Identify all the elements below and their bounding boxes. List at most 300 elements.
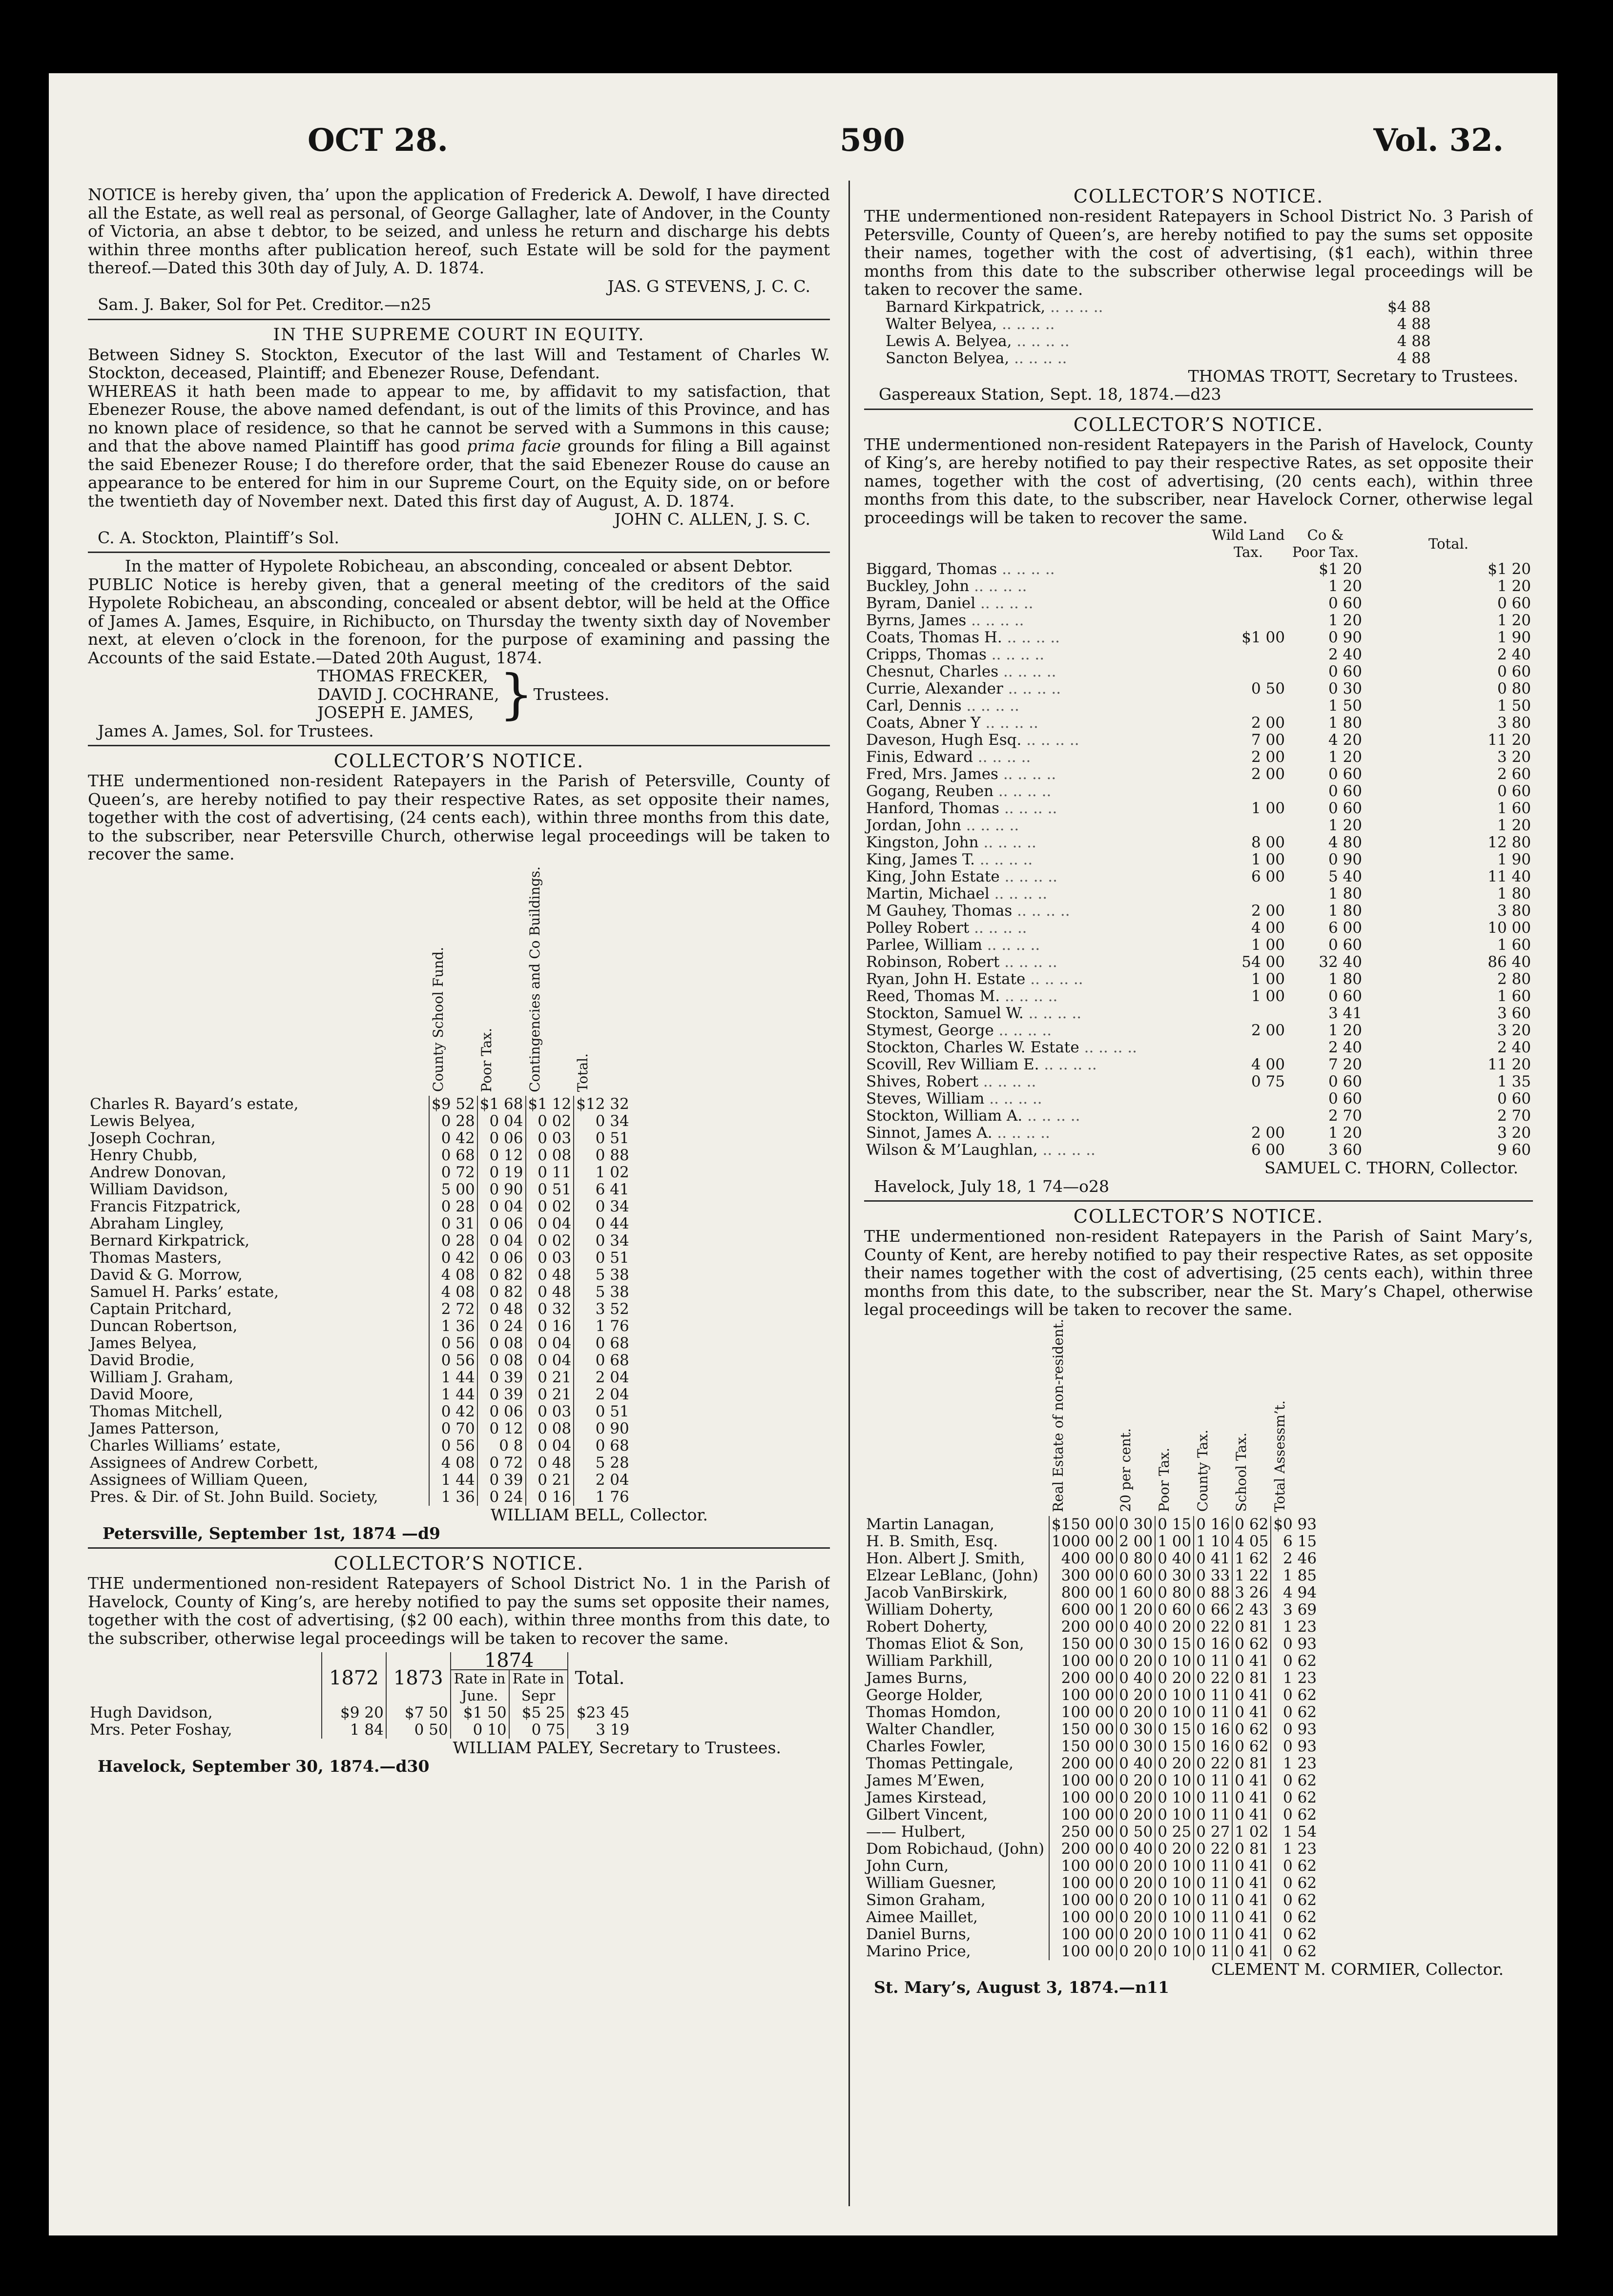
ratepayer-name: Thomas Pettingale, (866, 1754, 1013, 1772)
amount-cell: 0 20 (1117, 1653, 1155, 1670)
amount-cell: $1 20 (1488, 560, 1531, 578)
amount-cell: 0 15 (1155, 1738, 1194, 1755)
table-row (864, 595, 1533, 612)
amount-cell: 0 11 (1194, 1687, 1232, 1704)
amount-cell: 0 28 (429, 1198, 477, 1215)
col-header: Wild Land Tax. (1212, 527, 1285, 560)
amount-cell: $1 12 (526, 1096, 574, 1113)
ratepayer-name: Daveson, Hugh Esq. (866, 731, 1022, 749)
amount-cell: 3 60 (1497, 1004, 1531, 1022)
amount-cell: 0 41 (1232, 1875, 1271, 1892)
amount-cell: 0 08 (526, 1147, 574, 1164)
amount-cell: 1 22 (1232, 1567, 1271, 1584)
table-row (864, 1721, 1319, 1738)
amount-cell: 0 34 (574, 1232, 631, 1250)
petersville-school-notice (864, 185, 1533, 404)
ratepayer-name: Walter Chandler, (866, 1720, 995, 1738)
saint-marys-body: THE undermentioned non-resident Ratepayers in the Parish of Saint Mary’s, County of Kent, are hereby notified to pay their respective Rates, as set opposite their names together with the cost of advertising, (25 cents each), within three months from this date, to the subscriber, near the St. Mary’s Chapel, otherwise legal proceedings will be taken to recover the same. (864, 1227, 1533, 1319)
amount-cell: 0 04 (526, 1335, 574, 1352)
amount-cell: 1 20 (1117, 1601, 1155, 1619)
trustee-name: JOSEPH E. JAMES, (317, 703, 474, 722)
amount-cell: 4 00 (1251, 919, 1285, 937)
leader-dots: .. .. .. .. (1003, 680, 1061, 697)
trustees-label: Trustees. (533, 684, 610, 704)
leader-dots: .. .. .. .. (998, 765, 1056, 783)
amount-cell: 0 20 (1117, 1875, 1155, 1892)
amount-cell: 0 30 (1117, 1636, 1155, 1653)
amount-cell: 0 40 (1155, 1550, 1194, 1567)
amount-cell: 0 60 (1117, 1567, 1155, 1584)
section-rule (864, 1200, 1533, 1202)
amount-cell: 400 00 (1049, 1550, 1117, 1567)
amount-cell: $9 20 (322, 1704, 386, 1722)
ratepayer-name: Lewis A. Belyea, (886, 332, 1012, 350)
amount-cell: 1 60 (1497, 936, 1531, 954)
amount-cell: 0 62 (1271, 1806, 1319, 1824)
amount-cell: 0 80 (1117, 1550, 1155, 1567)
amount-cell: 0 11 (1194, 1653, 1232, 1670)
ratepayer-name: Daniel Burns, (866, 1925, 971, 1943)
robicheau-body: PUBLIC Notice is hereby given, that a general meeting of the creditors of the said Hypolete Robicheau, an absconding, concealed or absent debtor, will be held at the Office of James A. James, Esquire, in Richibucto, on Thursday the twenty sixth day of November next, at eleven o’clock in the forenoon, for the purpose of examining and passing the Accounts of the said Estate.—Dated 20th August, 1874. (88, 574, 830, 667)
amount-cell: 0 22 (1194, 1755, 1232, 1772)
amount-cell: 0 22 (1194, 1619, 1232, 1636)
table-row (88, 1215, 631, 1232)
amount-cell: 0 11 (1194, 1926, 1232, 1943)
ratepayer-name: Captain Pritchard, (90, 1300, 232, 1318)
col-header: Rate in Sepr (509, 1670, 568, 1704)
amount-cell: 0 16 (1194, 1721, 1232, 1738)
ratepayer-name: Assignees of Andrew Corbett, (90, 1454, 319, 1472)
issue-date: OCT 28. (308, 122, 448, 159)
amount-cell: 0 11 (1194, 1772, 1232, 1789)
table-row (864, 988, 1533, 1005)
amount-cell: 3 20 (1497, 1124, 1531, 1142)
amount-cell: 0 20 (1155, 1670, 1194, 1687)
amount-cell: 0 60 (1328, 936, 1362, 954)
amount-cell: 0 70 (429, 1420, 477, 1437)
amount-cell: 7 00 (1251, 731, 1285, 749)
amount-cell: 3 26 (1232, 1584, 1271, 1601)
table-row (864, 1107, 1533, 1125)
amount-cell: 2 00 (1251, 765, 1285, 783)
amount-cell: 0 10 (1155, 1892, 1194, 1909)
petersville-table (88, 866, 631, 1506)
amount-cell: 0 68 (574, 1437, 631, 1455)
trustee-name: THOMAS FRECKER, (317, 666, 488, 685)
amount-cell: 150 00 (1049, 1738, 1117, 1755)
amount-cell: 0 62 (1232, 1516, 1271, 1533)
ratepayer-name: David Moore, (90, 1386, 194, 1404)
amount-cell: 0 56 (429, 1335, 477, 1352)
amount-cell: 0 11 (1194, 1789, 1232, 1806)
amount-cell: 0 04 (477, 1113, 526, 1130)
table-row (864, 646, 1533, 663)
leader-dots: .. .. .. .. (993, 1022, 1052, 1039)
amount-cell: 0 40 (1117, 1670, 1155, 1687)
amount-cell: 100 00 (1049, 1772, 1117, 1789)
amount-cell: 0 81 (1232, 1619, 1271, 1636)
table-row (864, 1567, 1319, 1584)
saint-marys-notice (864, 1206, 1533, 1997)
amount-cell: 0 10 (1155, 1806, 1194, 1824)
amount-cell: 3 80 (1497, 714, 1531, 732)
amount-cell: 0 10 (1155, 1858, 1194, 1875)
amount-cell: 0 40 (1117, 1841, 1155, 1858)
ratepayer-name: Andrew Donovan, (90, 1164, 227, 1182)
amount-cell: 0 02 (526, 1232, 574, 1250)
amount-cell: 0 41 (1232, 1789, 1271, 1806)
ratepayer-name: Stockton, William A. (866, 1107, 1023, 1125)
amount-cell: 0 22 (1194, 1670, 1232, 1687)
amount-cell: 1 80 (1328, 902, 1362, 920)
amount-cell: 250 00 (1049, 1824, 1117, 1841)
ratepayer-name: Samuel H. Parks’ estate, (90, 1283, 279, 1301)
amount-cell: 2 43 (1232, 1601, 1271, 1619)
leader-dots: .. .. .. .. (1000, 987, 1058, 1005)
ratepayer-name: Duncan Robertson, (90, 1317, 238, 1335)
amount-cell: 3 52 (574, 1301, 631, 1318)
ratepayer-name: Dom Robichaud, (John) (866, 1840, 1045, 1858)
ratepayer-name: Charles Fowler, (866, 1737, 986, 1755)
leader-dots: .. .. .. .. (1022, 1107, 1080, 1125)
ratepayer-name: Simon Graham, (866, 1891, 986, 1909)
table-row (864, 1073, 1533, 1090)
amount-cell: 1 44 (429, 1386, 477, 1403)
amount-cell: 1 23 (1271, 1841, 1319, 1858)
ratepayer-name: Stockton, Charles W. Estate (866, 1039, 1079, 1056)
ratepayer-name: King, John Estate (866, 868, 1000, 885)
table-row (864, 715, 1533, 732)
amount-cell: 0 62 (1271, 1687, 1319, 1704)
petersville-school-dateline: Gaspereaux Station, Sept. 18, 1874.—d23 (879, 385, 1221, 404)
amount-cell: 1 00 (1155, 1533, 1194, 1550)
amount-cell: 800 00 (1049, 1584, 1117, 1601)
amount-cell: 0 16 (1194, 1636, 1232, 1653)
col-header: Contingencies and Co Buildings. (526, 866, 543, 1092)
leader-dots: .. .. .. .. (992, 1124, 1050, 1142)
table-row (864, 1056, 1533, 1073)
amount-cell: 4 88 (1397, 349, 1431, 367)
amount-cell: 0 51 (574, 1130, 631, 1147)
amount-cell: 1 02 (574, 1164, 631, 1181)
amount-cell: 1 80 (1328, 885, 1362, 902)
amount-cell: 1 20 (1328, 748, 1362, 766)
amount-cell: 1 20 (1328, 612, 1362, 629)
amount-cell (1210, 595, 1287, 612)
amount-cell: 2 72 (429, 1301, 477, 1318)
petersville-school-title: COLLECTOR’S NOTICE. (1073, 185, 1324, 207)
leader-dots: .. .. .. .. (975, 594, 1034, 612)
amount-cell: 0 62 (1271, 1943, 1319, 1960)
amount-cell: 0 20 (1117, 1892, 1155, 1909)
col-header: Rate in June. (451, 1670, 509, 1704)
amount-cell: 0 41 (1232, 1772, 1271, 1789)
amount-cell: 0 30 (1328, 680, 1362, 697)
amount-cell: 0 60 (1497, 594, 1531, 612)
amount-cell (1210, 612, 1287, 629)
table-row (88, 1301, 631, 1318)
amount-cell: 0 02 (526, 1198, 574, 1215)
trustee-name: DAVID J. COCHRANE, (317, 684, 499, 704)
amount-cell: 0 62 (1232, 1738, 1271, 1755)
table-row (864, 1875, 1319, 1892)
amount-cell: 0 82 (477, 1284, 526, 1301)
table-row (864, 1533, 1319, 1550)
ratepayer-name: Hanford, Thomas (866, 800, 1000, 817)
ratepayer-name: —— Hulbert, (866, 1823, 966, 1841)
ratepayer-name: Elzear LeBlanc, (John) (866, 1566, 1038, 1584)
havelock-school-table (88, 1649, 631, 1739)
amount-cell: 0 08 (477, 1352, 526, 1369)
table-row (864, 902, 1533, 920)
table-row (864, 783, 1533, 800)
amount-cell: 0 60 (1497, 663, 1531, 680)
amount-cell: 0 20 (1155, 1841, 1194, 1858)
amount-cell: $0 93 (1271, 1516, 1319, 1533)
amount-cell: 2 60 (1497, 765, 1531, 783)
amount-cell: 0 62 (1271, 1875, 1319, 1892)
amount-cell: 0 68 (574, 1352, 631, 1369)
amount-cell: 0 16 (1194, 1516, 1232, 1533)
leader-dots: .. .. .. .. (997, 315, 1055, 333)
amount-cell: 0 21 (526, 1472, 574, 1489)
table-row (864, 1584, 1319, 1601)
amount-cell: 150 00 (1049, 1636, 1117, 1653)
amount-cell: 0 81 (1232, 1755, 1271, 1772)
amount-cell: 3 20 (1497, 1022, 1531, 1039)
amount-cell: 0 81 (1232, 1841, 1271, 1858)
amount-cell: 0 60 (1328, 1090, 1362, 1107)
amount-cell: 1 36 (429, 1318, 477, 1335)
amount-cell: 0 42 (429, 1130, 477, 1147)
amount-cell: 0 10 (1155, 1687, 1194, 1704)
petersville-body: THE undermentioned non-resident Ratepayers in the Parish of Petersville, County of Queen’s, are hereby notified to pay their respective Rates, as set opposite their names, together with the cost of advertising, (24 cents each), within three months from this date, to the subscriber, near Petersville Church, otherwise legal proceedings will be taken to recover the same. (88, 771, 830, 863)
col-header: Co & Poor Tax. (1292, 527, 1359, 560)
table-row (864, 1516, 1319, 1533)
amount-cell: 0 48 (526, 1455, 574, 1472)
havelock-school-title: COLLECTOR’S NOTICE. (333, 1553, 584, 1575)
amount-cell: 100 00 (1049, 1926, 1117, 1943)
amount-cell: 12 80 (1488, 834, 1531, 851)
amount-cell: 0 44 (574, 1215, 631, 1232)
ratepayer-name: Robinson, Robert (866, 953, 1000, 971)
table-row (88, 1232, 631, 1250)
amount-cell: 4 08 (429, 1284, 477, 1301)
amount-cell: 1 80 (1328, 714, 1362, 732)
col-header: County Tax. (1195, 1430, 1211, 1512)
leader-dots: .. .. .. .. (999, 953, 1057, 971)
table-row (88, 1096, 631, 1113)
amount-cell: 0 93 (1271, 1721, 1319, 1738)
table-row (88, 1437, 631, 1455)
amount-cell: 2 04 (574, 1386, 631, 1403)
amount-cell: 0 56 (429, 1352, 477, 1369)
amount-cell: 0 04 (526, 1352, 574, 1369)
amount-cell: 0 20 (1117, 1704, 1155, 1721)
amount-cell: 0 62 (1232, 1721, 1271, 1738)
volume-number: Vol. 32. (1373, 122, 1504, 159)
table-row (88, 1250, 631, 1267)
table-row (88, 1722, 631, 1739)
amount-cell: 3 41 (1328, 1004, 1362, 1022)
amount-cell: $9 52 (429, 1096, 477, 1113)
amount-cell: 0 41 (1232, 1858, 1271, 1875)
amount-cell: 2 00 (1251, 1022, 1285, 1039)
amount-cell: 5 40 (1328, 868, 1362, 885)
table-row (864, 868, 1533, 885)
amount-cell: 0 50 (1251, 680, 1285, 697)
ratepayer-name: James Kirstead, (866, 1788, 987, 1806)
table-row (88, 1198, 631, 1215)
amount-cell: 0 60 (1497, 1090, 1531, 1107)
amount-cell: 100 00 (1049, 1704, 1117, 1721)
amount-cell: 0 10 (451, 1722, 509, 1739)
amount-cell: 0 11 (1194, 1704, 1232, 1721)
ratepayer-name: Buckley, John (866, 577, 970, 595)
amount-cell: 5 28 (574, 1455, 631, 1472)
ratepayer-name: Cripps, Thomas (866, 646, 987, 663)
table-row (864, 1806, 1319, 1824)
table-row (864, 1090, 1533, 1107)
amount-cell: 0 75 (509, 1722, 568, 1739)
leader-dots: .. .. .. .. (982, 936, 1040, 954)
amount-cell (1210, 578, 1287, 595)
leader-dots: .. .. .. .. (1037, 1141, 1096, 1159)
amount-cell: 0 39 (477, 1386, 526, 1403)
amount-cell: $1 68 (477, 1096, 526, 1113)
table-row (864, 1858, 1319, 1875)
amount-cell: 0 62 (1271, 1789, 1319, 1806)
amount-cell: 0 04 (526, 1215, 574, 1232)
ratepayer-name: William Parkhill, (866, 1652, 993, 1670)
table-row (88, 1472, 631, 1489)
amount-cell: 2 04 (574, 1369, 631, 1386)
leader-dots: .. .. .. .. (999, 800, 1057, 817)
table-row (864, 1636, 1319, 1653)
leader-dots: .. .. .. .. (961, 817, 1019, 834)
table-row (864, 697, 1533, 715)
amount-cell: 0 24 (477, 1318, 526, 1335)
ratepayer-name: Martin Lanagan, (866, 1515, 994, 1533)
ratepayer-name: John Curn, (866, 1857, 949, 1875)
table-row (864, 1772, 1319, 1789)
table-row (864, 561, 1533, 578)
amount-cell: $1 00 (1241, 629, 1285, 646)
amount-cell: 0 08 (477, 1335, 526, 1352)
amount-cell: 0 62 (1232, 1636, 1271, 1653)
section-rule (88, 319, 830, 320)
amount-cell (1210, 663, 1287, 680)
right-column (864, 185, 1533, 2201)
amount-cell: 0 15 (1155, 1721, 1194, 1738)
amount-cell: 0 20 (1155, 1755, 1194, 1772)
ratepayer-name: James Patterson, (90, 1420, 219, 1438)
amount-cell: 4 05 (1232, 1533, 1271, 1550)
leader-dots: .. .. .. .. (974, 851, 1033, 868)
amount-cell: 0 28 (429, 1113, 477, 1130)
amount-cell: 0 90 (477, 1181, 526, 1198)
amount-cell: 1000 00 (1049, 1533, 1117, 1550)
amount-cell: 0 75 (1251, 1073, 1285, 1090)
amount-cell: 9 60 (1497, 1141, 1531, 1159)
amount-cell: 100 00 (1049, 1892, 1117, 1909)
amount-cell: 0 48 (477, 1301, 526, 1318)
gazette-page (49, 73, 1557, 2235)
amount-cell: 3 20 (1497, 748, 1531, 766)
amount-cell: 0 03 (526, 1250, 574, 1267)
amount-cell: 8 00 (1251, 834, 1285, 851)
amount-cell: 1 50 (1328, 697, 1362, 715)
table-row (864, 1601, 1319, 1619)
amount-cell: 0 81 (1232, 1670, 1271, 1687)
amount-cell: 1 60 (1497, 987, 1531, 1005)
amount-cell: 0 08 (526, 1420, 574, 1437)
ratepayer-name: Steves, William (866, 1090, 985, 1107)
amount-cell: 3 60 (1328, 1141, 1362, 1159)
leader-dots: .. .. .. .. (973, 748, 1031, 766)
amount-cell: 32 40 (1319, 953, 1362, 971)
amount-cell: $12 32 (574, 1096, 631, 1113)
ratepayer-name: Wilson & M’Laughlan, (866, 1141, 1038, 1159)
amount-cell: 0 03 (526, 1130, 574, 1147)
amount-cell: 100 00 (1049, 1858, 1117, 1875)
ratepayer-name: Kingston, John (866, 834, 979, 851)
leader-dots: .. .. .. .. (1039, 1056, 1097, 1073)
table-row (864, 1619, 1319, 1636)
equity-body (88, 382, 830, 511)
saint-marys-title: COLLECTOR’S NOTICE. (1073, 1206, 1324, 1227)
petersville-school-body: THE undermentioned non-resident Ratepayers in School District No. 3 Parish of Petersville, County of Queen’s, are hereby notified to pay the sums set opposite their names, together with the cost of advertising, ($1 each), within three months from this date to the subscriber otherwise legal proceedings will be taken to recover the same. (864, 206, 1533, 299)
leader-dots: .. .. .. .. (961, 697, 1019, 715)
equity-body-b: grounds for filing a Bill against the said Ebenezer Rouse; I do therefore order, that the said Ebenezer Rouse do cause an appearance to be entered for him in our Supreme Court, on the Equity side, on or before the twentieth day of November next. Dated this first day of August, A. D. 1874. (88, 436, 830, 511)
amount-cell: 0 62 (1271, 1892, 1319, 1909)
amount-cell: 0 51 (526, 1181, 574, 1198)
amount-cell: 1 60 (1117, 1584, 1155, 1601)
amount-cell: 0 21 (526, 1386, 574, 1403)
havelock-school-body: THE undermentioned non-resident Ratepayers of School District No. 1 in the Parish of Havelock, County of King’s, are hereby notified to pay the sums set opposite their names, together with the cost of advertising, ($2 00 each), within three months from this date, to the subscriber, otherwise legal proceedings will be taken to recover the same. (88, 1574, 830, 1648)
amount-cell: 0 20 (1117, 1772, 1155, 1789)
table-row (864, 1704, 1319, 1721)
amount-cell: 100 00 (1049, 1909, 1117, 1926)
amount-cell: 0 04 (477, 1232, 526, 1250)
amount-cell: 0 04 (526, 1437, 574, 1455)
amount-cell: 2 00 (1117, 1533, 1155, 1550)
ratepayer-name: Finis, Edward (866, 748, 973, 766)
ratepayer-name: David Brodie, (90, 1352, 195, 1370)
petersville-school-table (884, 299, 1433, 367)
ratepayer-name: Gogang, Reuben (866, 782, 994, 800)
amount-cell: 0 60 (1328, 800, 1362, 817)
amount-cell: 1 60 (1497, 800, 1531, 817)
table-row (864, 1738, 1319, 1755)
leader-dots: .. .. .. .. (984, 1090, 1042, 1107)
table-row (864, 1039, 1533, 1056)
amount-cell: 0 15 (1155, 1516, 1194, 1533)
amount-cell: 0 21 (526, 1369, 574, 1386)
amount-cell: 0 93 (1271, 1738, 1319, 1755)
table-row (88, 1489, 631, 1506)
amount-cell: 0 60 (1497, 782, 1531, 800)
table-row (88, 1386, 631, 1403)
ratepayer-name: Hon. Albert J. Smith, (866, 1549, 1025, 1567)
leader-dots: .. .. .. .. (1023, 1004, 1082, 1022)
amount-cell: 11 20 (1488, 1056, 1531, 1073)
table-row (864, 1687, 1319, 1704)
amount-cell: 0 32 (526, 1301, 574, 1318)
amount-cell: 200 00 (1049, 1755, 1117, 1772)
amount-cell: 0 10 (1155, 1653, 1194, 1670)
table-row (88, 1130, 631, 1147)
